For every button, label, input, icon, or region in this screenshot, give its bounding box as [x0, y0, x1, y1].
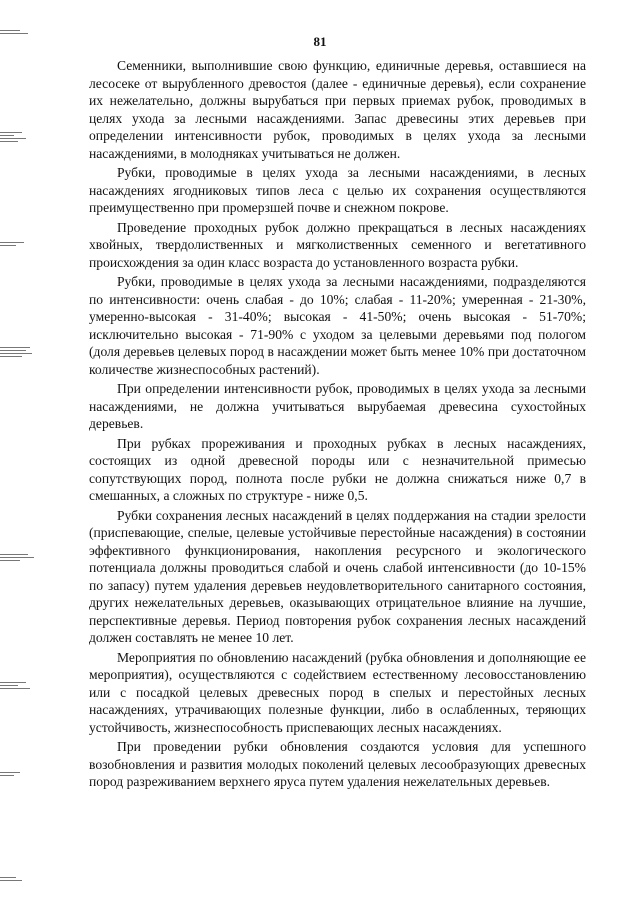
paragraph: При проведении рубки обновления создаются условия для успешного возобновления и развития молодых поколений целевых лесообразующих древесных пород разреживанием верхнего яруса путем удаления нежелательных деревьев.: [89, 739, 586, 789]
paragraph: При рубках прореживания и проходных рубках в лесных насаждениях, состоящих из одной древесной породы или с незначительной примесью сопутствующих пород, полнота после рубки не должна снижаться ниже 0,7 в смешанных, а сложных по структуре - ниже 0,5.: [89, 435, 586, 503]
scan-margin-artifact: [0, 345, 36, 359]
paragraph: Семенники, выполнившие свою функцию, единичные деревья, оставшиеся на лесосеке от вырубленного древостоя (далее - единичные деревья), если сохранение их нежелательно, должны вырубаться при первых приемах рубок, проводимых в целях ухода за лесными насаждениями. Запас древесины этих деревьев при определении интенсивности рубок, проводимых в целях ухода за лесными насаждениями, в молодняках учитываться не должен.: [89, 58, 586, 161]
body-text: [89, 57, 586, 793]
scan-margin-artifact: [0, 240, 36, 248]
paragraph: Рубки сохранения лесных насаждений в целях поддержания на стадии зрелости (приспевающие, спелые, целевые устойчивые перестойные насаждения) в состоянии эффективного функционирования, накопления ресурсного и экологического потенциала должны проводиться слабой и очень слабой интенсивности (до 10-15% по запасу) путем удаления деревьев неудовлетворительного санитарного состояния, других нежелательных деревьев, оказывающих отрицательное влияние на лучшие, перспективные деревья. Период повторения рубок сохранения лесных насаждений должен составлять не менее 10 лет.: [89, 507, 586, 645]
paragraph: При определении интенсивности рубок, проводимых в целях ухода за лесными насаждениями, не должна учитываться вырубаемая древесина сухостойных деревьев.: [89, 381, 586, 431]
page-number: 81: [313, 34, 327, 49]
scan-margin-artifact: [0, 875, 36, 883]
scan-margin-artifact: [0, 680, 36, 691]
scan-margin-artifact: [0, 770, 36, 778]
paragraph: Рубки, проводимые в целях ухода за лесными насаждениями, подразделяются по интенсивности: очень слабая - до 10%; слабая - 11-20%; умеренная - 21-30%, умеренно-высокая - 31-40%; высокая - 41-50%; очень высокая - 51-70%; исключительно высокая - 71-90% с уходом за целевыми деревьями под пологом (доля деревьев целевых пород в насаждении может быть менее 10% при достаточном количестве жизнеспособных растений).: [89, 274, 586, 377]
paragraph: Мероприятия по обновлению насаждений (рубка обновления и дополняющие ее мероприятия), осуществляются с содействием естественному лесовосстановлению или с посадкой целевых древесных пород в спелых и перестойных лесных насаждениях, утрачивающих полезные функции, либо в ослабленных, теряющих устойчивость, жизнеспособность приспевающих лесных насаждениях.: [89, 649, 586, 735]
paragraph: Проведение проходных рубок должно прекращаться в лесных насаждениях хвойных, твердолиственных и мягколиственных семенного и вегетативного происхождения за один класс возраста до установленного возраста рубки.: [89, 219, 586, 270]
scan-margin-artifact: [0, 130, 36, 144]
scan-margin-artifact: [0, 552, 36, 563]
paragraph: Рубки, проводимые в целях ухода за лесными насаждениями, в лесных насаждениях ягодниковых типов леса с целью их сохранения осуществляются преимущественно при промерзшей почве и снежном покрове.: [89, 165, 586, 215]
